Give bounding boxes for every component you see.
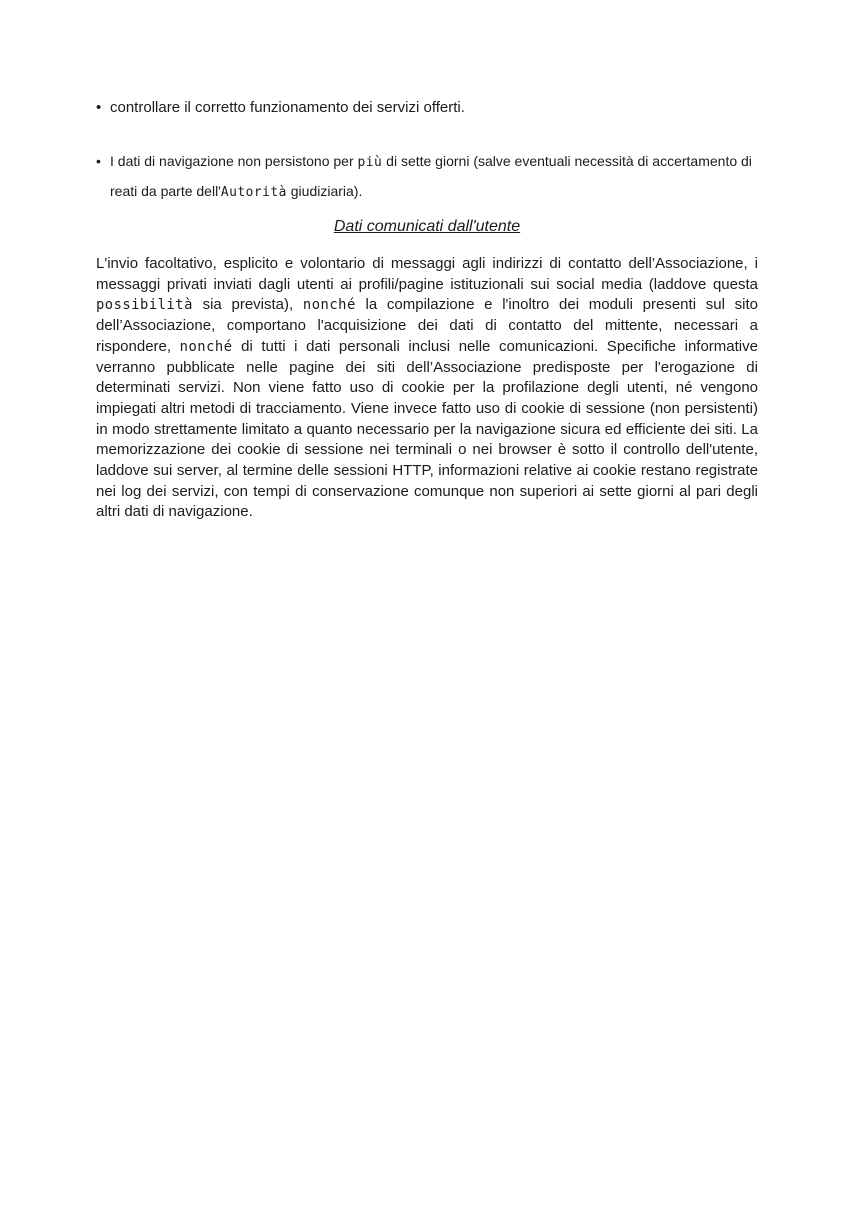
text-segment: controllare il corretto funzionamento dei servizi offerti. [110, 99, 465, 116]
text-segment: la compilazione e l'inoltro dei moduli presenti sul sito dell’Associazione, comportano l'acquisizione dei dati di contatto del mittente, necessari a rispondere, [96, 296, 758, 355]
substituted-font-text: nonché [302, 297, 356, 314]
body-paragraph [96, 254, 758, 523]
section-heading [96, 216, 758, 237]
bullet-marker-icon: • [96, 99, 102, 116]
bullet-item-servizi [96, 98, 758, 118]
substituted-font-text: Autorità [220, 185, 287, 200]
bullet-item-navigazione [96, 147, 758, 207]
substituted-font-text: nonché [179, 338, 233, 355]
text-segment: L'invio facoltativo, esplicito e volontario di messaggi agli indirizzi di contatto dell’Associazione, i messaggi privati inviati dagli utenti ai profili/pagine istituzionali sui social media (laddove questa [96, 255, 758, 293]
bullet-text [110, 98, 758, 118]
bullet-marker-icon: • [96, 153, 101, 169]
text-segment: giudiziaria). [286, 183, 363, 199]
text-segment: I dati di navigazione non persistono per [110, 153, 358, 169]
text-segment: di tutti i dati personali inclusi nelle comunicazioni. Specifiche informative verranno pubblicate nelle pagine dei siti dell’Associazione predisposte per l'erogazione di determinati servizi. Non viene fatto uso di cookie per la profilazione degli utenti, né vengono impiegati altri metodi di tracciamento. Viene invece fatto uso di cookie di sessione (non persistenti) in modo strettamente limitato a quanto necessario per la navigazione sicura ed efficiente dei siti. La memorizzazione dei cookie di sessione nei terminali o nei browser è sotto il controllo dell'utente, laddove sui server, al termine delle sessioni HTTP, informazioni relative ai cookie restano registrate nei log dei servizi, con tempi di conservazione comunque non superiori ai sette giorni al pari degli altri dati di navigazione. [96, 337, 758, 521]
text-segment: sia prevista), [192, 296, 303, 314]
text-segment: di sette giorni (salve eventuali necessità di accertamento di reati da parte dell' [110, 153, 752, 199]
section-heading-text: Dati comunicati dall'utente [333, 218, 521, 235]
substituted-font-text: possibilità [96, 297, 193, 314]
substituted-font-text: più [357, 155, 383, 170]
bullet-text [110, 147, 758, 207]
